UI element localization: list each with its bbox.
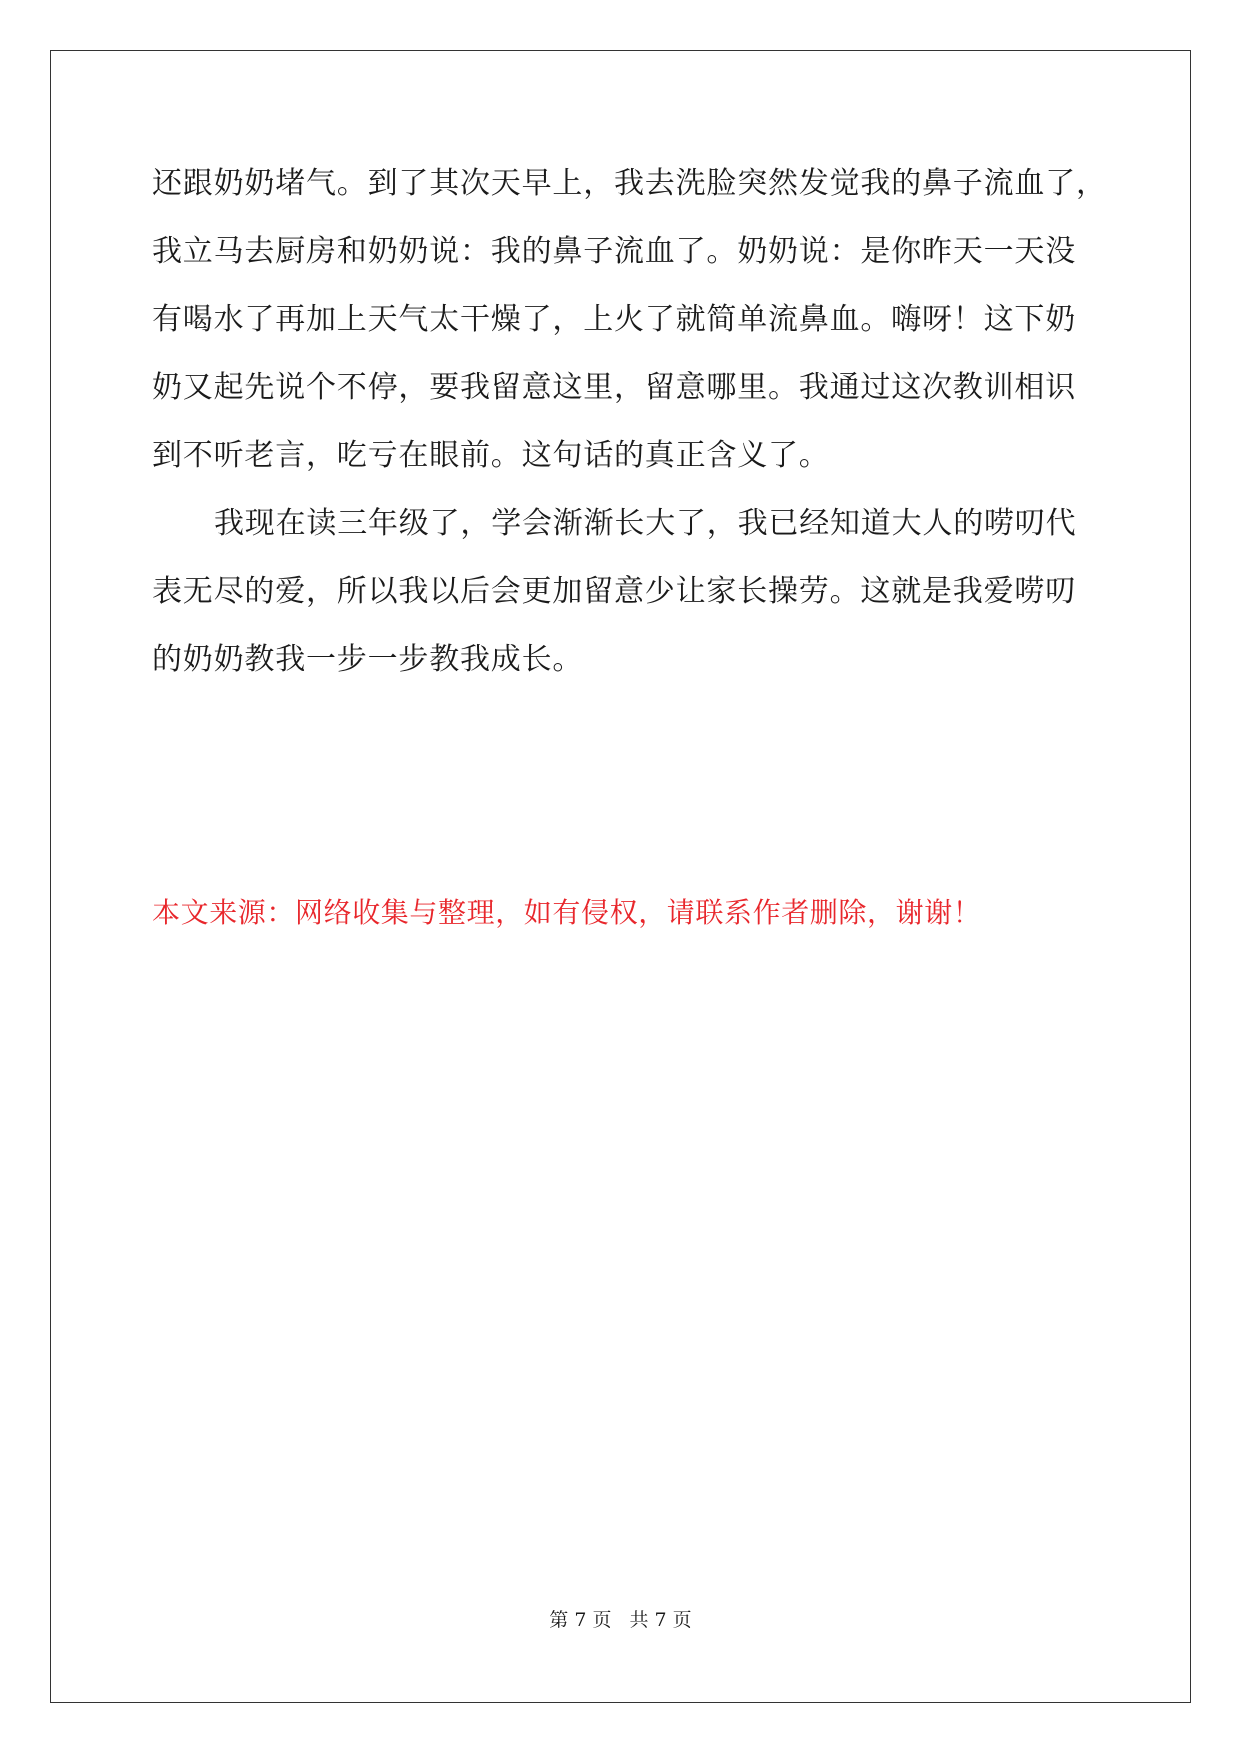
page-current-label: 第 7 页 bbox=[549, 1609, 612, 1631]
document-body bbox=[152, 150, 1107, 694]
text-line: 表无尽的爱，所以我以后会更加留意少让家长操劳。这就是我爱唠叨 bbox=[152, 574, 1076, 609]
text-line: 的奶奶教我一步一步教我成长。 bbox=[152, 642, 584, 677]
paragraph-1 bbox=[152, 150, 1107, 490]
page-number-footer bbox=[0, 1608, 1241, 1632]
text-line: 我现在读三年级了，学会渐渐长大了，我已经知道大人的唠叨代 bbox=[214, 506, 1077, 541]
page-total-label: 共 7 页 bbox=[629, 1609, 692, 1631]
paragraph-2 bbox=[152, 490, 1097, 694]
source-disclaimer: 本文来源：网络收集与整理，如有侵权，请联系作者删除，谢谢！ bbox=[152, 896, 982, 929]
text-line: 我立马去厨房和奶奶说：我的鼻子流血了。奶奶说：是你昨天一天没 bbox=[152, 234, 1076, 269]
text-line: 到不听老言，吃亏在眼前。这句话的真正含义了。 bbox=[152, 438, 830, 473]
text-line: 还跟奶奶堵气。到了其次天早上，我去洗脸突然发觉我的鼻子流血了， bbox=[152, 166, 1107, 201]
text-line: 有喝水了再加上天气太干燥了，上火了就简单流鼻血。嗨呀！这下奶 bbox=[152, 302, 1076, 337]
text-line: 奶又起先说个不停，要我留意这里，留意哪里。我通过这次教训相识 bbox=[152, 370, 1076, 405]
